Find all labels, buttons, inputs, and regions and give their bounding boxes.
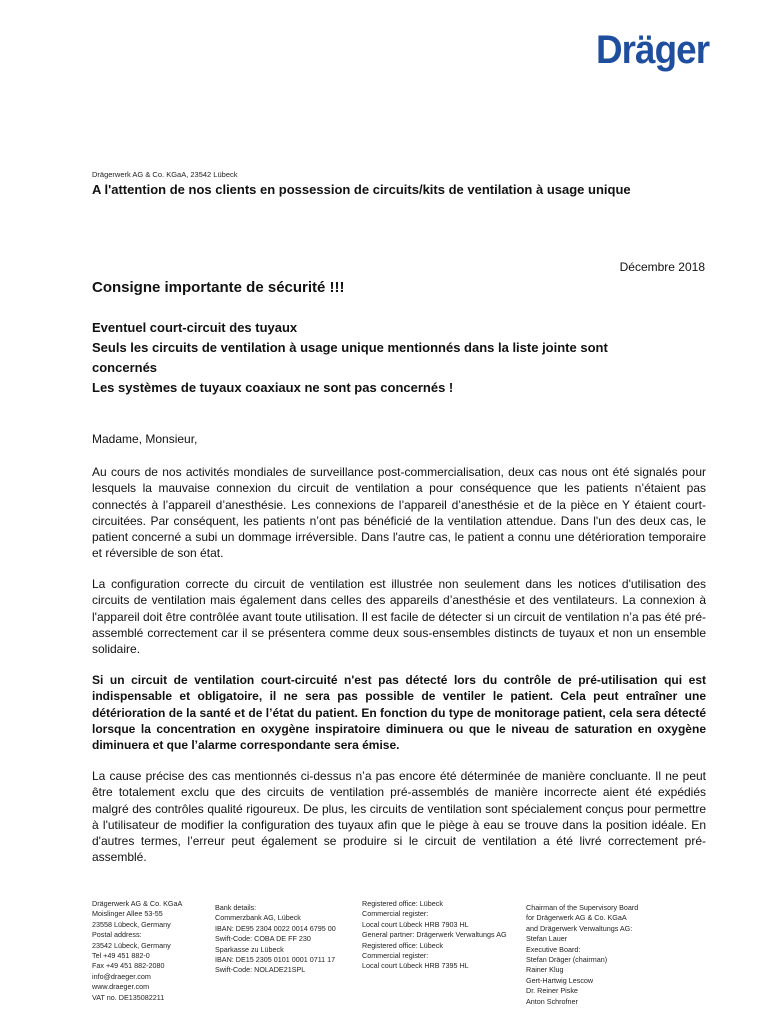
footer-line: Commercial register:: [362, 909, 429, 919]
footer-line: VAT no. DE135082211: [92, 992, 165, 1002]
attention-heading: A l'attention de nos clients en possession de circuits/kits de ventilation à usage unique: [92, 182, 631, 197]
footer-address-column: [92, 899, 182, 1003]
sender-line: Drägerwerk AG & Co. KGaA, 23542 Lübeck: [92, 170, 238, 179]
footer-line: Registered office: Lübeck: [362, 899, 443, 908]
footer-line: Local court Lübeck HRB 7395 HL: [362, 961, 469, 971]
footer-line: Fax +49 451 882-2080: [92, 961, 165, 971]
footer-line: Dr. Reiner Piske: [526, 986, 578, 996]
footer-line: Chairman of the Supervisory Board: [526, 903, 639, 912]
body-paragraph: La cause précise des cas mentionnés ci-dessus n’a pas encore été déterminée de manière concluante. Il ne peut être totalement exclu que des circuits de ventilation pré-assemblés de manière incorrecte aient été expédiés malgré des contrôles qualité rigoureux. De plus, les circuits de ventilation sont spécialement conçus pour permettre à l'utilisateur de modifier la configuration des tuyaux afin que le piège à eau se trouve dans la position idéale. En d'autres termes, l’erreur peut également se produire si le circuit de ventilation a été livré correctement pré-assemblé.: [92, 769, 706, 865]
draeger-logo: Dräger: [596, 28, 710, 72]
salutation: Madame, Monsieur,: [92, 432, 198, 446]
warning-paragraph: Si un circuit de ventilation court-circuité n'est pas détecté lors du contrôle de pré-utilisation qui est indispensable et obligatoire, il ne sera pas possible de ventiler le patient. Cela peut entraîner une détérioration de la santé et de l’état du patient. En fonction du type de monitorage patient, cela sera détecté lorsque la concentration en oxygène inspiratoire diminuera ou que le niveau de saturation en oxygène diminuera et que l’alarme correspondante sera émise.: [92, 673, 706, 753]
footer-line: for Drägerwerk AG & Co. KGaA: [526, 913, 627, 923]
footer-line: 23542 Lübeck, Germany: [92, 940, 171, 950]
subheading: Les systèmes de tuyaux coaxiaux ne sont pas concernés !: [92, 380, 454, 395]
footer-line: Tel +49 451 882-0: [92, 951, 150, 961]
footer-line: General partner: Drägerwerk Verwaltungs AG: [362, 930, 507, 940]
footer-registry-column: [362, 899, 507, 972]
footer-line: Rainer Klug: [526, 965, 564, 975]
footer-line: Swift-Code: NOLADE21SPL: [215, 965, 306, 975]
footer-line: www.draeger.com: [92, 982, 150, 992]
body-paragraph: La configuration correcte du circuit de ventilation est illustrée non seulement dans les notices d'utilisation des circuits de ventilation mais également dans celles des appareils d’anesthésie et des ventilateurs. La connexion à l'appareil doit être contrôlée avant toute utilisation. Il est facile de détecter si un circuit de ventilation n’a pas été pré-assemblé correctement car il se présentera comme deux sous-ensembles distincts de tuyaux et non un ensemble solidaire.: [92, 577, 706, 657]
footer-line: Stefan Lauer: [526, 934, 568, 944]
footer-line: Commerzbank AG, Lübeck: [215, 913, 301, 923]
footer-line: Anton Schrofner: [526, 996, 578, 1006]
footer-line: Executive Board:: [526, 944, 581, 954]
body-paragraph: Au cours de nos activités mondiales de surveillance post-commercialisation, deux cas nous ont été signalés pour lesquels la mauvaise connexion du circuit de ventilation a pour conséquence que les patients n’étaient pas connectés à l’appareil d’anesthésie. Les connexions de l’appareil d’anesthésie et de la pièce en Y étaient court-circuitées. Par conséquent, les patients n’ont pas bénéficié de la ventilation attendue. Dans l'un des deux cas, le patient concerné a subi un dommage irréversible. Dans l'autre cas, le patient a connu une détérioration temporaire et réversible de son état.: [92, 465, 706, 561]
footer-line: Drägerwerk AG & Co. KGaA: [92, 899, 183, 908]
safety-headline: Consigne importante de sécurité !!!: [92, 279, 345, 296]
footer-line: info@draeger.com: [92, 971, 151, 981]
footer-line: Stefan Dräger (chairman): [526, 955, 608, 965]
footer-line: Postal address:: [92, 930, 142, 940]
footer-line: Moislinger Allee 53-55: [92, 909, 163, 919]
footer-line: IBAN: DE15 2305 0101 0001 0711 17: [215, 955, 336, 965]
footer-line: Local court Lübeck HRB 7903 HL: [362, 919, 469, 929]
footer-line: Bank details:: [215, 903, 257, 912]
footer-board-column: [526, 903, 638, 1007]
footer-line: 23558 Lübeck, Germany: [92, 919, 171, 929]
footer-line: and Drägerwerk Verwaltungs AG:: [526, 923, 633, 933]
footer-line: Registered office: Lübeck: [362, 940, 443, 950]
subheading: Seuls les circuits de ventilation à usage unique mentionnés dans la liste jointe sont concernés: [92, 340, 608, 375]
footer-line: Gert-Hartwig Lescow: [526, 975, 594, 985]
subheadings: [92, 318, 672, 398]
footer-line: Commercial register:: [362, 951, 429, 961]
subheading: Eventuel court-circuit des tuyaux: [92, 320, 298, 335]
footer-line: Swift-Code: COBA DE FF 230: [215, 934, 311, 944]
footer-line: Sparkasse zu Lübeck: [215, 944, 284, 954]
footer-line: IBAN: DE95 2304 0022 0014 6795 00: [215, 923, 336, 933]
footer-bank-column: [215, 903, 336, 976]
letter-date: Décembre 2018: [619, 260, 705, 274]
